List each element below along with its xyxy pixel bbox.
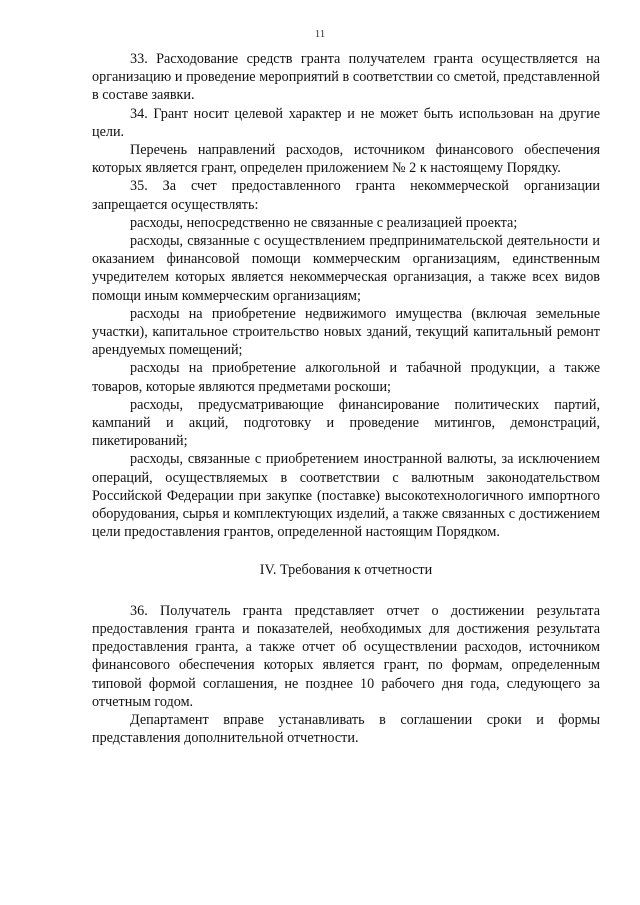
section-heading: IV. Требования к отчетности [259,562,433,579]
paragraph-department: Департамент вправе устанавливать в соглашении сроки и формы представления дополнительной отчетности. [92,711,600,747]
list-item-unrelated-expenses: расходы, непосредственно не связанные с реализацией проекта; [130,214,518,231]
list-item-business-expenses: расходы, связанные с осуществлением предпринимательской деятельности и оказанием финансовой помощи коммерческим организациям, единственным учредителем которых является некоммерческая организация, а также всех видов помощи иным коммерческим организациям; [92,233,600,304]
list-item-real-estate-expenses: расходы на приобретение недвижимого имущества (включая земельные участки), капитальное строительство новых зданий, текущий капитальный ремонт арендуемых помещений; [92,305,600,359]
paragraph-34: 34. Грант носит целевой характер и не может быть использован на другие цели. [92,105,600,140]
paragraph-35: 35. За счет предоставленного гранта некоммерческой организации запрещается осуществлять: [92,178,600,213]
list-item-currency-expenses: расходы, связанные с приобретением иностранной валюты, за исключением операций, осуществляемых в соответствии с валютным законодательством Российской Федерации при закупке (поставке) высокотехнологичного импортного оборудования, сырья и комплектующих изделий, а также связанных с достижением цели предоставления грантов, определенной настоящим Порядком. [92,451,600,541]
list-item-political-expenses: расходы, предусматривающие финансирование политических партий, кампаний и акций, подготовку и проведение митингов, демонстраций, пикетирований; [92,396,600,450]
document-body [92,50,600,747]
paragraph-33: 33. Расходование средств гранта получателем гранта осуществляется на организацию и проведение мероприятий в соответствии со сметой, представленной в составе заявки. [92,51,600,104]
page-number: 11 [314,28,326,40]
paragraph-expense-list: Перечень направлений расходов, источником финансового обеспечения которых является грант, определен приложением № 2 к настоящему Порядку. [92,142,600,177]
paragraph-36: 36. Получатель гранта представляет отчет о достижении результата предоставления гранта и показателей, необходимых для достижения результата предоставления гранта, а также отчет об осуществлении расходов, источником финансового обеспечения которых является грант, по формам, определенным типовой формой соглашения, не позднее 10 рабочего дня года, следующего за отчетным годом. [92,602,600,710]
list-item-alcohol-tobacco-expenses: расходы на приобретение алкогольной и табачной продукции, а также товаров, которые являются предметами роскоши; [92,360,600,395]
